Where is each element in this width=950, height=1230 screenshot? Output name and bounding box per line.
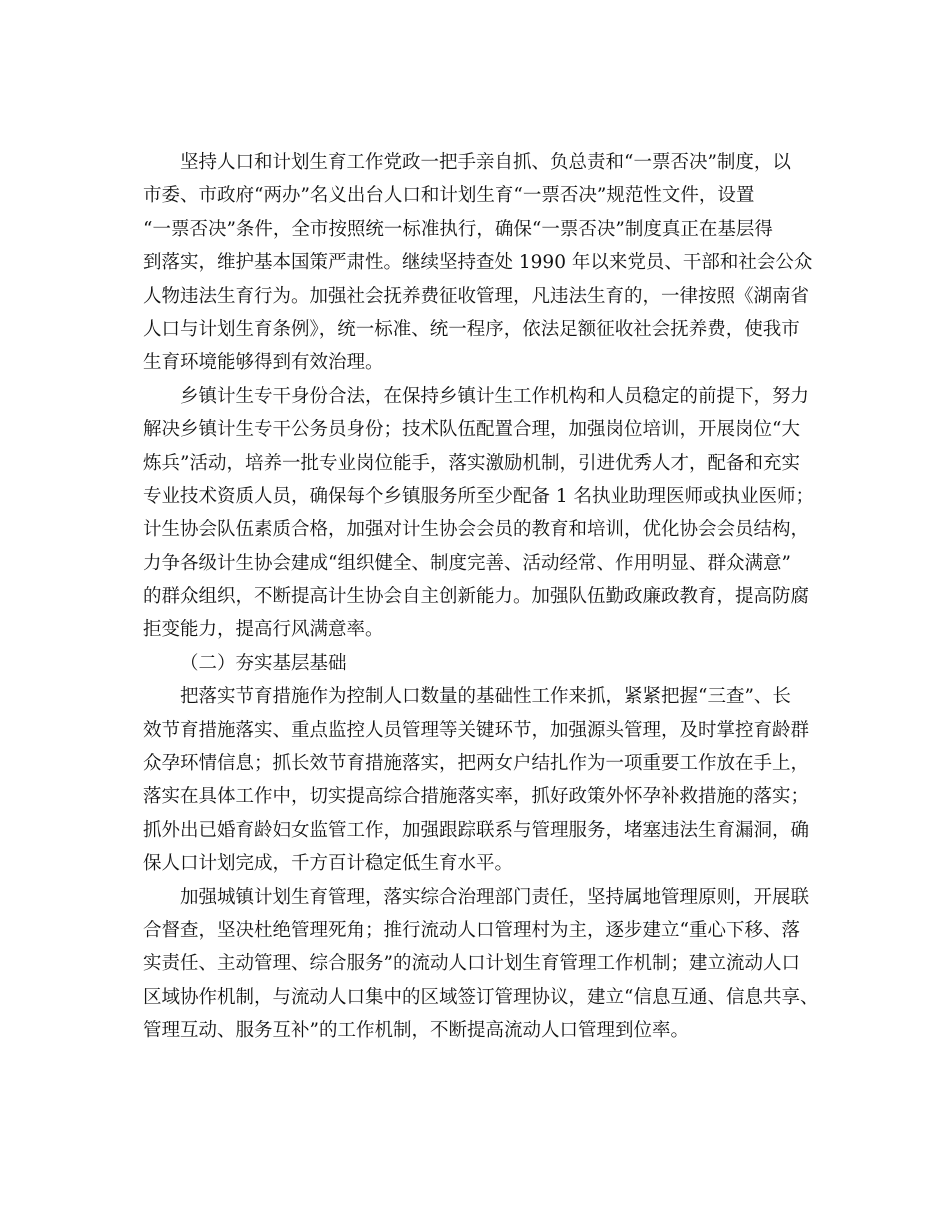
text-line: 拒变能力，提高行风满意率。: [143, 619, 384, 641]
text-line: 市委、市政府“两办”名义出台人口和计划生育“一票否决”规范性文件，设置: [143, 185, 755, 207]
text-line: 落实在具体工作中，切实提高综合措施落实率，抓好政策外怀孕补救措施的落实；: [143, 786, 810, 808]
paragraph-township-staff: [143, 380, 825, 647]
text-line: 生育环境能够得到有效治理。: [143, 352, 384, 374]
text-line: 坚持人口和计划生育工作党政一把手亲自抓、负总责和“一票否决”制度，以: [180, 152, 791, 173]
document-body: [143, 146, 825, 1048]
text-line: 实责任、主动管理、综合服务”的流动人口计划生育管理工作机制；建立流动人口: [143, 953, 800, 975]
text-line: 乡镇计生专干身份合法，在保持乡镇计生工作机构和人员稳定的前提下，努力: [180, 385, 810, 407]
text-line: 加强城镇计划生育管理，落实综合治理部门责任，坚持属地管理原则，开展联: [180, 886, 810, 908]
text-line: 合督查，坚决杜绝管理死角；推行流动人口管理村为主，逐步建立“重心下移、落: [143, 919, 800, 941]
text-line: 专业技术资质人员，确保每个乡镇服务所至少配备 1 名执业助理医师或执业医师；: [143, 485, 815, 507]
paragraph-floating-population: [143, 881, 825, 1048]
text-line: 效节育措施落实、重点监控人员管理等关键环节，加强源头管理，及时掌控育龄群: [143, 719, 810, 741]
text-line: 的群众组织，不断提高计生协会自主创新能力。加强队伍勤政廉政教育，提高防腐: [143, 586, 810, 608]
text-line: “一票否决”条件，全市按照统一标准执行，确保“一票否决”制度真正在基层得: [143, 218, 773, 240]
text-line: 解决乡镇计生专干公务员身份；技术队伍配置合理，加强岗位培训，开展岗位“大: [143, 419, 800, 441]
section-heading: [143, 647, 825, 680]
section-heading-text: （二）夯实基层基础: [180, 652, 347, 674]
text-line: 力争各级计生协会建成“组织健全、制度完善、活动经常、作用明显、群众满意”: [143, 552, 791, 574]
text-line: 管理互动、服务互补”的工作机制，不断提高流动人口管理到位率。: [143, 1020, 689, 1042]
text-line: 把落实节育措施作为控制人口数量的基础性工作来抓，紧紧把握“三查”、长: [180, 686, 791, 708]
text-line: 计生协会队伍素质合格，加强对计生协会会员的教育和培训，优化协会会员结构，: [143, 519, 810, 541]
paragraph-one-vote-veto: [143, 146, 825, 380]
text-line: 人口与计划生育条例》，统一标准、统一程序，依法足额征收社会抚养费，使我市: [143, 318, 800, 340]
text-line: 保人口计划完成，千方百计稳定低生育水平。: [143, 853, 514, 875]
text-line: 抓外出已婚育龄妇女监管工作，加强跟踪联系与管理服务，堵塞违法生育漏洞，确: [143, 819, 810, 841]
text-line: 区域协作机制，与流动人口集中的区域签订管理协议，建立“信息互通、信息共享、: [143, 986, 819, 1008]
text-line: 众孕环情信息；抓长效节育措施落实，把两女户结扎作为一项重要工作放在手上，: [143, 753, 810, 775]
text-line: 人物违法生育行为。加强社会抚养费征收管理，凡违法生育的，一律按照《湖南省: [143, 285, 810, 307]
text-line: 炼兵”活动，培养一批专业岗位能手，落实激励机制，引进优秀人才，配备和充实: [143, 452, 800, 474]
text-line: 到落实，维护基本国策严肃性。继续坚持查处 1990 年以来党员、干部和社会公众: [143, 252, 813, 274]
paragraph-birth-control-measures: [143, 680, 825, 880]
